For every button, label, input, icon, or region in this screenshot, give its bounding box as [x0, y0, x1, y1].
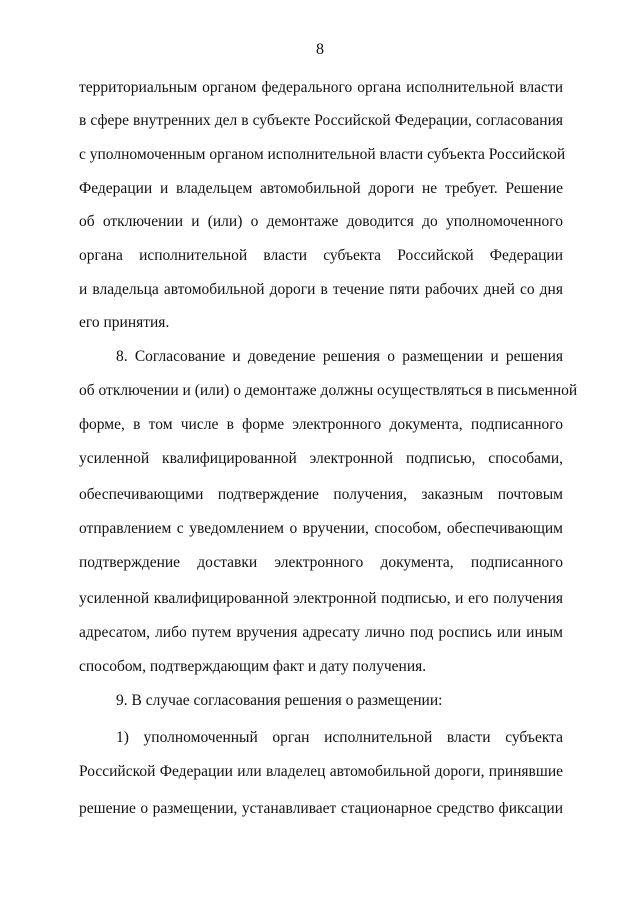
text-line: Федерации и владельцем автомобильной дороги не требует. Решение	[79, 180, 563, 197]
text-line: подтверждение доставки электронного документа, подписанного	[79, 554, 563, 571]
text-line: 1) уполномоченный орган исполнительной власти субъекта	[116, 729, 563, 746]
text-line: и владельца автомобильной дороги в течение пяти рабочих дней со дня	[79, 281, 563, 298]
text-line: его принятия.	[79, 314, 170, 331]
text-line: адресатом, либо путем вручения адресату лично под роспись или иным	[79, 624, 563, 641]
text-line: отправлением с уведомлением о вручении, способом, обеспечивающим	[79, 520, 563, 537]
text-line: об отключении и (или) о демонтаже должны осуществляться в письменной	[79, 382, 578, 399]
text-line: территориальным органом федерального органа исполнительной власти	[79, 79, 563, 96]
text-line: органа исполнительной власти субъекта Российской Федерации	[79, 247, 563, 264]
text-line: 8. Согласование и доведение решения о размещении и решения	[116, 348, 563, 365]
text-line: в сфере внутренних дел в субъекте Российской Федерации, согласования	[79, 112, 563, 129]
text-line: 9. В случае согласования решения о размещении:	[116, 692, 443, 709]
text-line: способом, подтверждающим факт и дату получения.	[79, 658, 427, 675]
text-line: об отключении и (или) о демонтаже доводится до уполномоченного	[79, 213, 563, 230]
text-line: Российской Федерации или владелец автомобильной дороги, принявшие	[79, 763, 563, 780]
text-line: усиленной квалифицированной электронной подписью, способами,	[79, 450, 563, 467]
page-number: 8	[316, 41, 324, 58]
text-line: решение о размещении, устанавливает стационарное средство фиксации	[79, 800, 563, 817]
text-line: форме, в том числе в форме электронного документа, подписанного	[79, 416, 563, 433]
text-line: усиленной квалифицированной электронной подписью, и его получения	[79, 590, 563, 607]
text-line: с уполномоченным органом исполнительной власти субъекта Российской	[79, 146, 566, 163]
text-line: обеспечивающими подтверждение получения, заказным почтовым	[79, 486, 563, 503]
